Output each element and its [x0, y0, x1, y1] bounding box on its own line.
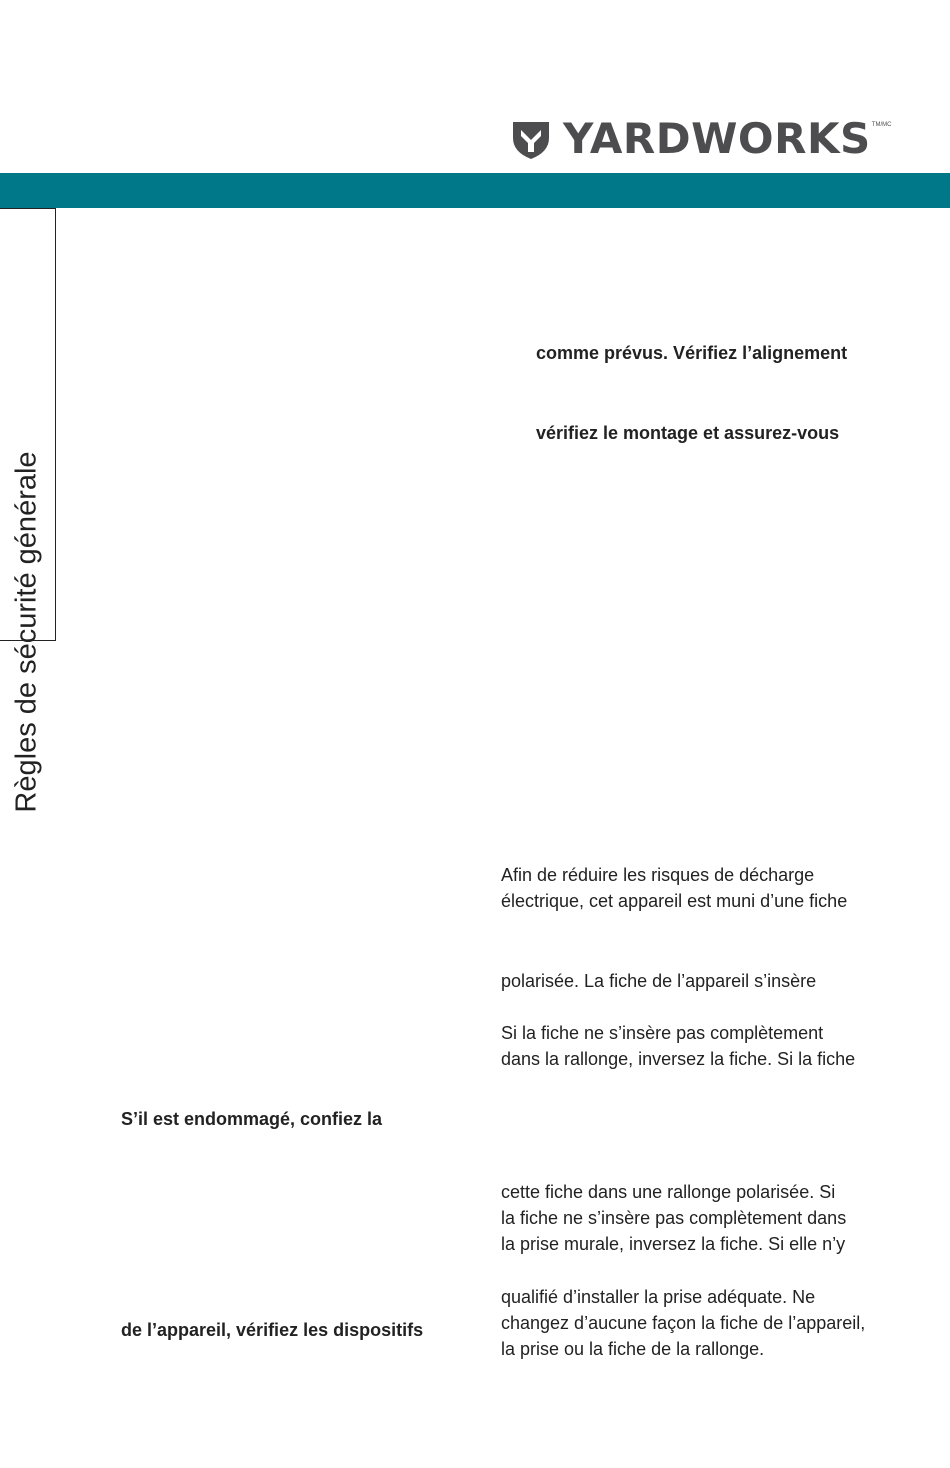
bold-line: vérifiez le montage et assurez-vous — [536, 423, 840, 443]
bold-line: S’il est endommagé, confiez la — [121, 1109, 383, 1129]
section-tab — [0, 208, 56, 813]
header-band — [0, 173, 950, 208]
body-line: la prise ou la fiche de la rallonge. — [501, 1339, 765, 1359]
body-line: Afin de réduire les risques de décharge — [501, 865, 815, 885]
bold-line: comme prévus. Vérifiez l’alignement — [536, 343, 848, 363]
body-line: qualifié d’installer la prise adéquate. Ne — [501, 1287, 816, 1307]
shield-logo-icon — [511, 118, 551, 160]
bold-line: de l’appareil, vérifiez les dispositifs — [121, 1320, 424, 1340]
body-line: la prise murale, inversez la fiche. Si elle n’y — [501, 1234, 846, 1254]
body-line: électrique, cet appareil est muni d’une fiche — [501, 891, 848, 911]
body-line: changez d’aucune façon la fiche de l’appareil, — [501, 1313, 866, 1333]
section-tab-label: Règles de sécurité générale — [10, 451, 43, 813]
brand-trademark: TM/MC — [871, 122, 892, 128]
body-line: polarisée. La fiche de l’appareil s’insère — [501, 971, 817, 991]
brand-logo — [511, 116, 891, 162]
body-line: cette fiche dans une rallonge polarisée. Si — [501, 1182, 836, 1202]
body-line: dans la rallonge, inversez la fiche. Si la fiche — [501, 1049, 856, 1069]
body-line: Si la fiche ne s’insère pas complètement — [501, 1023, 824, 1043]
body-line: la fiche ne s’insère pas complètement dans — [501, 1208, 847, 1228]
brand-name: YARDWORKS — [563, 114, 871, 163]
